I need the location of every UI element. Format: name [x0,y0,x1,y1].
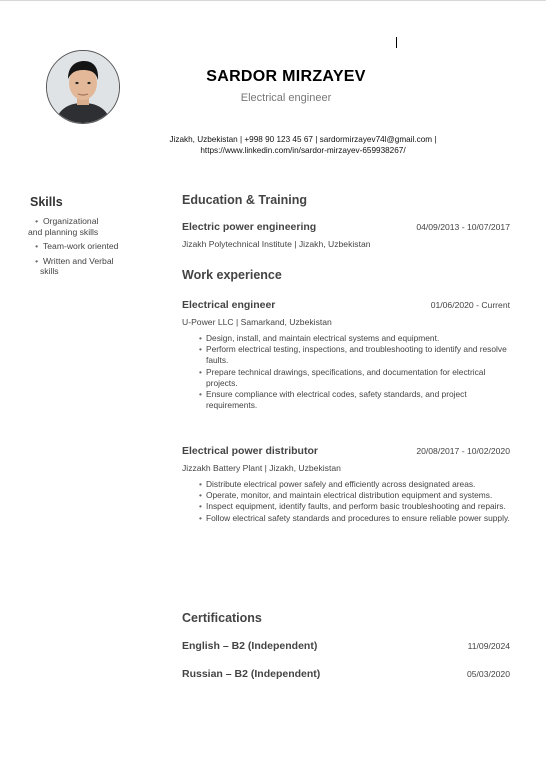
company: U-Power LLC | Samarkand, Uzbekistan [182,317,332,327]
job-dates: 20/08/2017 - 10/02/2020 [416,446,510,456]
person-photo-icon [47,51,119,123]
education-entry [182,221,510,249]
skill-item: • Written and Verbal skills [35,255,114,276]
skill-item: • Team-work oriented [35,241,119,251]
duty-item: • Prepare technical drawings, specifications, and documentation for electrical projects. [199,367,510,389]
education-dates: 04/09/2013 - 10/07/2017 [416,222,510,232]
certification-date: 05/03/2020 [466,669,510,679]
text-cursor [396,37,397,48]
work-heading: Work experience [182,268,282,282]
duty-item: • Inspect equipment, identify faults, and perform basic troubleshooting and repairs. [199,501,510,512]
contact-line: Jizakh, Uzbekistan | +998 90 123 45 67 | sardormirzayev74l@gmail.com | [169,135,437,144]
certification-name: Russian – B2 (Independent) [182,668,321,680]
job-title: Electrical engineer [182,299,276,311]
duty-item: • Distribute electrical power safely and efficiently across designated areas. [199,479,510,490]
duty-item: • Follow electrical safety standards and procedures to ensure reliable power supply. [199,513,510,524]
job-duties [182,479,510,524]
skills-list [28,216,148,281]
work-entry [182,445,510,524]
certification-entry [182,668,510,680]
duty-item: • Operate, monitor, and maintain electrical distribution equipment and systems. [199,490,510,501]
page-top-border [0,0,546,1]
job-title: Electrical power distributor [182,445,318,457]
company: Jizzakh Battery Plant | Jizakh, Uzbekistan [182,463,341,473]
skill-item: • Organizational and planning skills [28,216,99,237]
work-entry [182,299,510,411]
education-heading: Education & Training [182,193,308,207]
duty-item: • Perform electrical testing, inspections, and troubleshooting to identify and resolve faults. [199,344,510,366]
linkedin-link[interactable]: https://www.linkedin.com/in/sardor-mirzayev-659938267/ [200,145,406,155]
job-duties [182,333,510,411]
degree-title: Electric power engineering [182,221,317,233]
certifications-heading: Certifications [182,611,262,625]
contact-info [140,135,466,156]
duty-item: • Ensure compliance with electrical codes, safety standards, and project requirements. [199,389,510,411]
certification-date: 11/09/2024 [467,641,510,651]
profile-photo [46,50,120,124]
skills-heading: Skills [30,195,63,209]
institution: Jizakh Polytechnical Institute | Jizakh, Uzbekistan [182,239,371,249]
certification-name: English – B2 (Independent) [182,640,318,652]
candidate-name: SARDOR MIRZAYEV [206,68,366,85]
certification-entry [182,640,510,652]
duty-item: • Design, install, and maintain electrical systems and equipment. [199,333,510,344]
job-dates: 01/06/2020 - Current [430,300,510,310]
candidate-title: Electrical engineer [240,92,332,104]
